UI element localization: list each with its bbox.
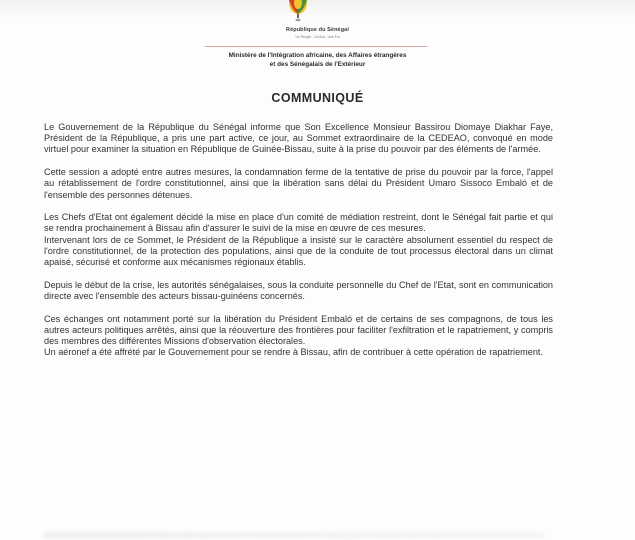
cut-off-text-line (44, 532, 544, 538)
document-body (44, 122, 553, 370)
paragraph: Le Gouvernement de la République du Sénégal informe que Son Excellence Monsieur Bassirou Diomaye Diakhar Faye, Président de la République, a pris une part active, ce jour, au Sommet extraordinaire de la CEDEAO, convoqué en mode virtuel pour examiner la situation en République de Guinée-Bissau, suite à la prise du pouvoir par des éléments de l'armée. (44, 122, 553, 155)
paragraph: Intervenant lors de ce Sommet, le Président de la République a insisté sur le caractère absolument essentiel du respect de l'ordre constitutionnel, de la protection des populations, ainsi que de la conduite de tout processus électoral dans un climat apaisé, sécurisé et conforme aux mécanismes régionaux établis. (44, 234, 553, 268)
paragraph: Les Chefs d'Etat ont également décidé la mise en place d'un comité de médiation restreint, dont le Sénégal fait partie et qui se rendra prochainement à Bissau afin d'assurer le suivi de la mise en œuvre de ces mesures. (44, 212, 553, 234)
header-divider (205, 46, 427, 47)
document-title: COMMUNIQUÉ (271, 91, 364, 105)
national-motto: Un Peuple - Un But - Une Foi (295, 35, 340, 39)
ministry-line-1: Ministère de l'Intégration africaine, des Affaires étrangères (228, 52, 407, 59)
ministry-name (0, 52, 635, 69)
paragraph: Cette session a adopté entre autres mesures, la condamnation ferme de la tentative de prise du pouvoir par la force, l'appel au rétablissement de l'ordre constitutionnel, ainsi que la libération sans délai du Président Umaro Sissoco Embaló et de l'ensemble des personnes détenues. (44, 167, 553, 200)
ministry-line-2: et des Sénégalais de l'Extérieur (269, 60, 366, 68)
paragraph: Ces échanges ont notamment porté sur la libération du Président Embaló et de certains de ses compagnons, de tous les autres acteurs politiques arrêtés, ainsi que la réouverture des frontières pour faciliter l'exfiltration et le rapatriement, y compris des membres des différentes Missions d'observation électorales. (44, 313, 553, 347)
republic-name: République du Sénégal (286, 27, 349, 33)
paragraph: Un aéronef a été affrété par le Gouvernement pour se rendre à Bissau, afin de contribuer à cette opération de rapatriement. (44, 347, 543, 358)
paragraph: Depuis le début de la crise, les autorités sénégalaises, sous la conduite personnelle du Chef de l'Etat, sont en communication directe avec l'ensemble des acteurs bissau-guinéens concernés. (44, 279, 553, 301)
senegal-coat-of-arms-icon (284, 0, 312, 24)
